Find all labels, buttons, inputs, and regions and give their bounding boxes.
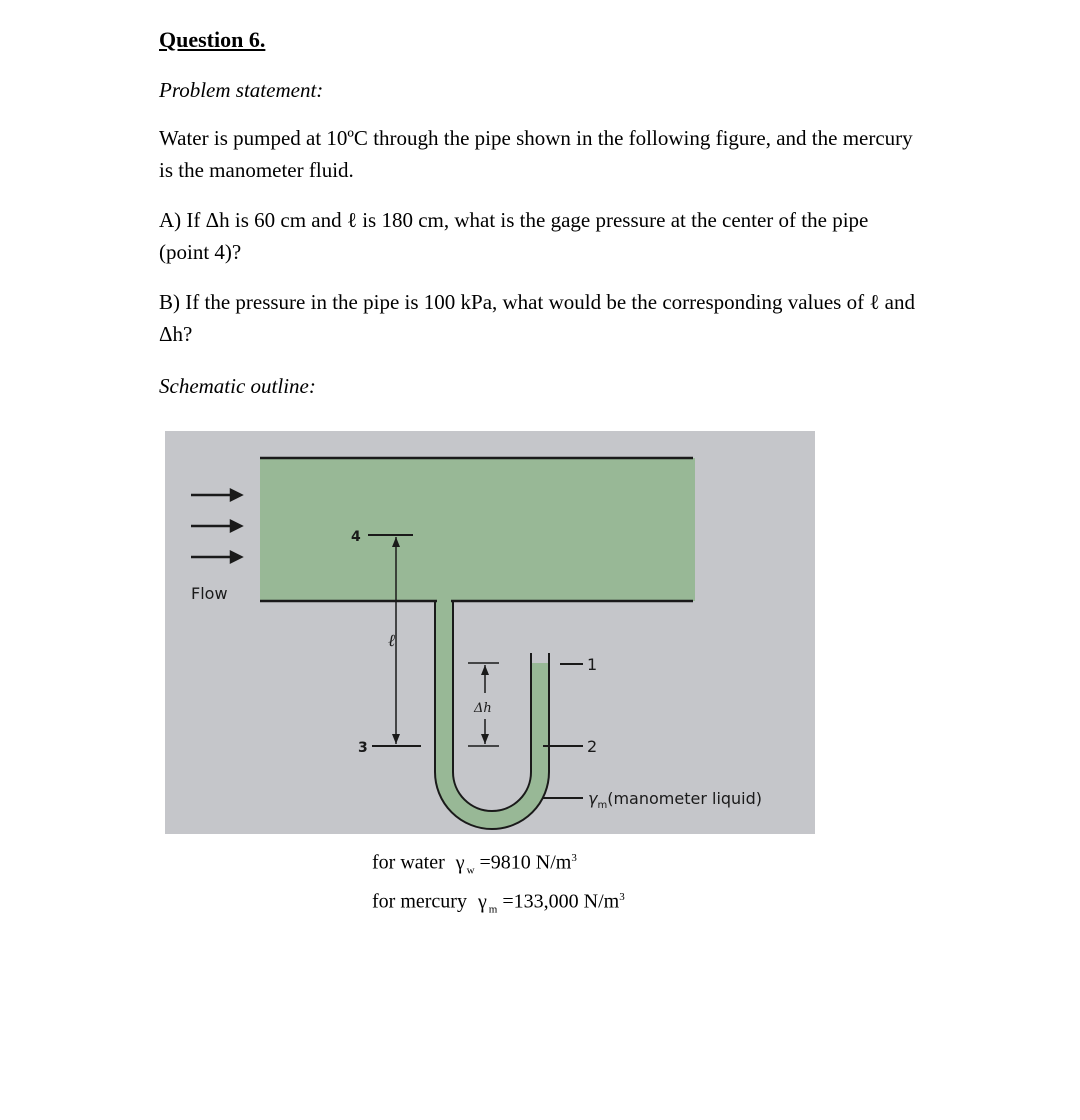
ell-label: ℓ [388,631,396,651]
water-gamma-symbol: γ [455,851,465,874]
flow-arrows [191,490,241,562]
point-1-label: 1 [587,655,598,674]
document [159,26,919,400]
delta-h-arrow-bottom [481,734,489,744]
ell-arrow-bottom [392,734,400,744]
delta-h-label: Δh [474,701,492,716]
mercury-value: =133,000 N/m [502,890,620,913]
water-gamma-sub: w [466,864,475,877]
part-a-paragraph: A) If Δh is 60 cm and ℓ is 180 cm, what is the gage pressure at the center of the pipe (point 4)? [159,208,869,264]
question-title: Question 6. [159,27,266,52]
point-3-label: 3 [358,740,368,756]
u-tube-inner-wall [453,601,531,811]
pipe-water [260,458,695,601]
flow-label: Flow [191,584,228,603]
intro-paragraph: Water is pumped at 10ºC through the pipe shown in the following figure, and the mercury is the manometer fluid. [159,126,913,182]
mercury-exponent: 3 [619,891,625,903]
problem-statement-label: Problem statement: [159,78,324,102]
water-prefix: for water [372,851,445,874]
delta-h-arrow-top [481,665,489,675]
schematic-label: Schematic outline: [159,374,316,398]
manometer-figure [165,431,815,834]
water-specific-weight [372,845,577,884]
mercury-gamma-symbol: γ [477,890,487,913]
mercury-specific-weight [372,884,625,923]
point-4-label: 4 [351,529,361,545]
manometer-liquid-label: $\gamma_m(manometer$ liquid) [588,789,763,811]
part-b-paragraph: B) If the pressure in the pipe is 100 kPa, what would be the corresponding values of ℓ and Δh? [159,290,915,346]
point-2-label: 2 [587,737,598,756]
water-exponent: 3 [571,852,577,864]
mercury-prefix: for mercury [372,890,467,913]
water-value: =9810 N/m [479,851,572,874]
manometer-diagram [165,431,815,834]
mercury-gamma-sub: m [488,903,498,916]
